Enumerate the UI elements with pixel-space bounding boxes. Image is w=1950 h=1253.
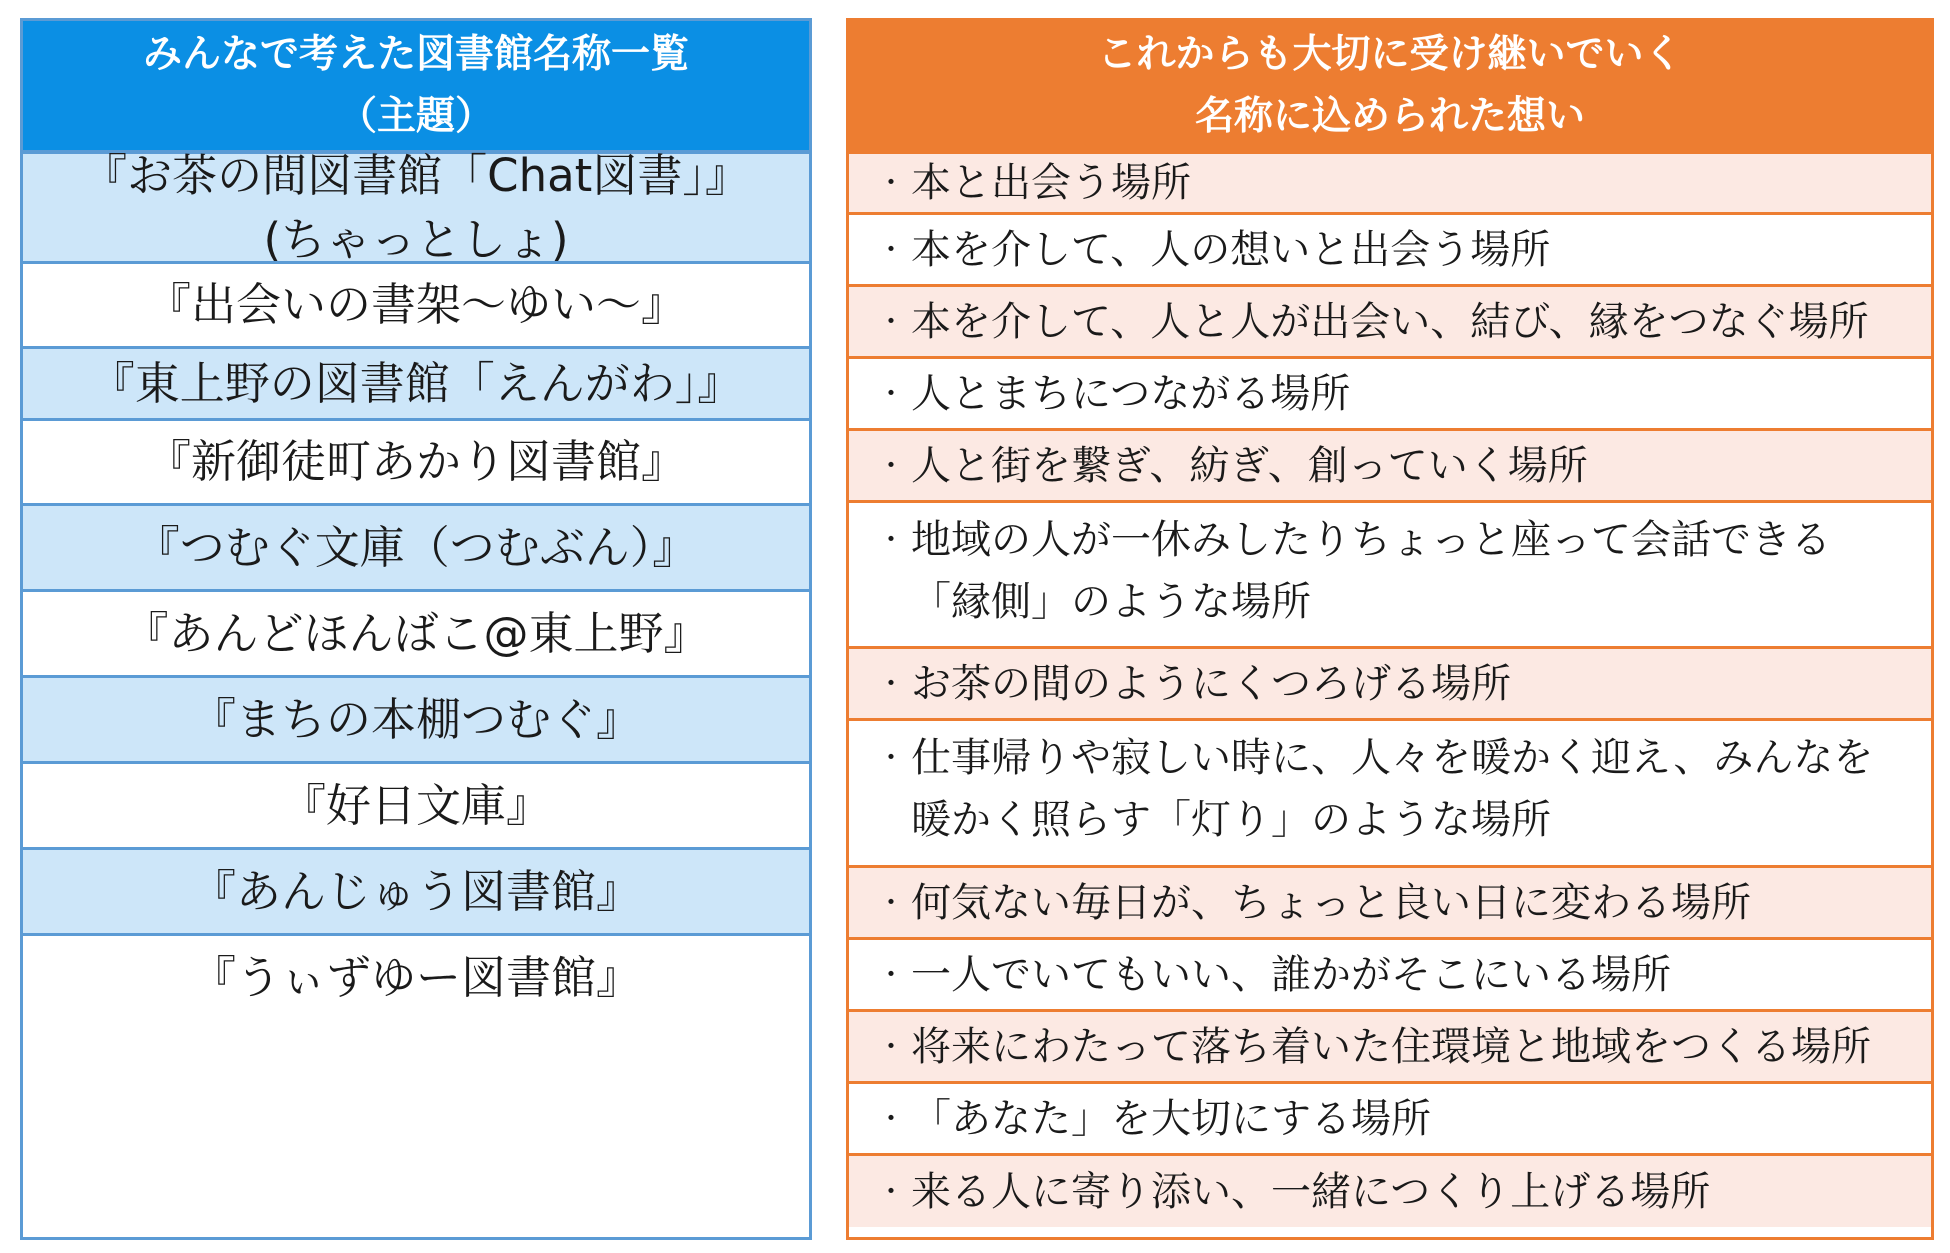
meaning-row xyxy=(849,212,1931,284)
meaning-text: 人と街を繋ぎ、紡ぎ、創っていく場所 xyxy=(911,442,1588,489)
name-list-rows xyxy=(23,148,809,1237)
meaning-row xyxy=(849,1153,1931,1227)
meaning-row xyxy=(849,284,1931,356)
library-name-list-table xyxy=(20,18,812,1240)
meaning-text: 地域の人が一休みしたりちょっと座って会話できる 「縁側」のような場所 xyxy=(911,517,1831,625)
meanings-header xyxy=(849,21,1931,154)
meaning-text: 一人でいてもいい、誰かがそこにいる場所 xyxy=(911,951,1671,998)
name-list-item-text: 『好日文庫』 xyxy=(280,778,551,832)
meaning-text: 本を介して、人と人が出会い、結び、縁をつなぐ場所 xyxy=(911,298,1869,345)
name-list-row xyxy=(23,418,809,503)
meaning-row xyxy=(849,356,1931,428)
meaning-text: 本を介して、人の想いと出会う場所 xyxy=(911,226,1551,273)
meaning-text: 仕事帰りや寂しい時に、人々を暖かく迎え、みんなを 暖かく照らす「灯り」のような場所 xyxy=(911,735,1874,843)
name-list-item-text: 『東上野の図書館「えんがわ」』 xyxy=(89,356,743,410)
meaning-text: 人とまちにつながる場所 xyxy=(911,370,1351,417)
name-list-item-text: 『あんどほんばこ@東上野』 xyxy=(123,606,709,660)
name-list-row xyxy=(23,148,809,266)
name-list-row xyxy=(23,503,809,589)
meaning-text: 本と出会う場所 xyxy=(911,160,1191,206)
meaning-text: 将来にわたって落ち着いた住環境と地域をつくる場所 xyxy=(911,1023,1871,1070)
meaning-text: 何気ない毎日が、ちょっと良い日に変わる場所 xyxy=(911,879,1751,926)
name-list-row xyxy=(23,675,809,761)
bullet-icon: ・ xyxy=(877,666,906,700)
meaning-text: 「あなた」を大切にする場所 xyxy=(911,1095,1431,1142)
name-list-header-title: みんなで考えた図書館名称一覧 xyxy=(142,31,689,77)
meaning-row xyxy=(849,1009,1931,1081)
meaning-text: お茶の間のようにくつろげる場所 xyxy=(911,660,1511,707)
name-list-row xyxy=(23,346,809,418)
bullet-icon: ・ xyxy=(877,957,906,991)
name-list-row xyxy=(23,761,809,847)
bullet-icon: ・ xyxy=(877,304,906,338)
name-list-item-text: 『お茶の間図書館「Chat図書」』 xyxy=(82,148,750,202)
bullet-icon: ・ xyxy=(877,1101,906,1135)
name-list-row xyxy=(23,589,809,675)
name-list-header xyxy=(23,21,809,154)
name-list-item-text: 『つむぐ文庫（つむぶん）』 xyxy=(134,520,698,574)
meanings-header-line2: 名称に込められた想い xyxy=(1194,93,1585,139)
name-list-header-subtitle: （主題） xyxy=(337,93,494,139)
name-list-row xyxy=(23,261,809,346)
name-list-row xyxy=(23,847,809,933)
meaning-row xyxy=(849,428,1931,500)
bullet-icon: ・ xyxy=(877,166,906,199)
meaning-row xyxy=(849,646,1931,718)
meaning-row xyxy=(849,718,1931,865)
name-list-item-text: 『まちの本棚つむぐ』 xyxy=(190,692,641,746)
meaning-row xyxy=(849,937,1931,1009)
name-list-item-reading: (ちゃっとしょ) xyxy=(263,212,569,266)
meaning-row xyxy=(849,154,1931,212)
bullet-icon: ・ xyxy=(877,885,906,919)
meaning-row xyxy=(849,865,1931,937)
bullet-icon: ・ xyxy=(877,448,906,482)
meanings-header-line1: これからも大切に受け継いでいく xyxy=(1097,31,1683,77)
bullet-icon: ・ xyxy=(877,232,906,266)
name-list-item-text: 『うぃずゆー図書館』 xyxy=(190,950,641,1004)
bullet-icon: ・ xyxy=(877,376,906,410)
name-meanings-table xyxy=(846,18,1934,1240)
name-list-item-text: 『あんじゅう図書館』 xyxy=(190,864,641,918)
meaning-row xyxy=(849,1081,1931,1153)
bullet-icon: ・ xyxy=(877,1029,906,1063)
name-list-item-text: 『新御徒町あかり図書館』 xyxy=(145,435,686,488)
bullet-icon: ・ xyxy=(877,1174,906,1208)
bullet-icon: ・ xyxy=(877,741,906,774)
name-list-row xyxy=(23,933,809,1019)
meaning-text: 来る人に寄り添い、一緒につくり上げる場所 xyxy=(911,1168,1711,1215)
bullet-icon: ・ xyxy=(877,523,906,556)
meanings-rows xyxy=(849,154,1931,1237)
meaning-row xyxy=(849,500,1931,646)
name-list-item-text: 『出会いの書架～ゆい～』 xyxy=(145,278,686,331)
